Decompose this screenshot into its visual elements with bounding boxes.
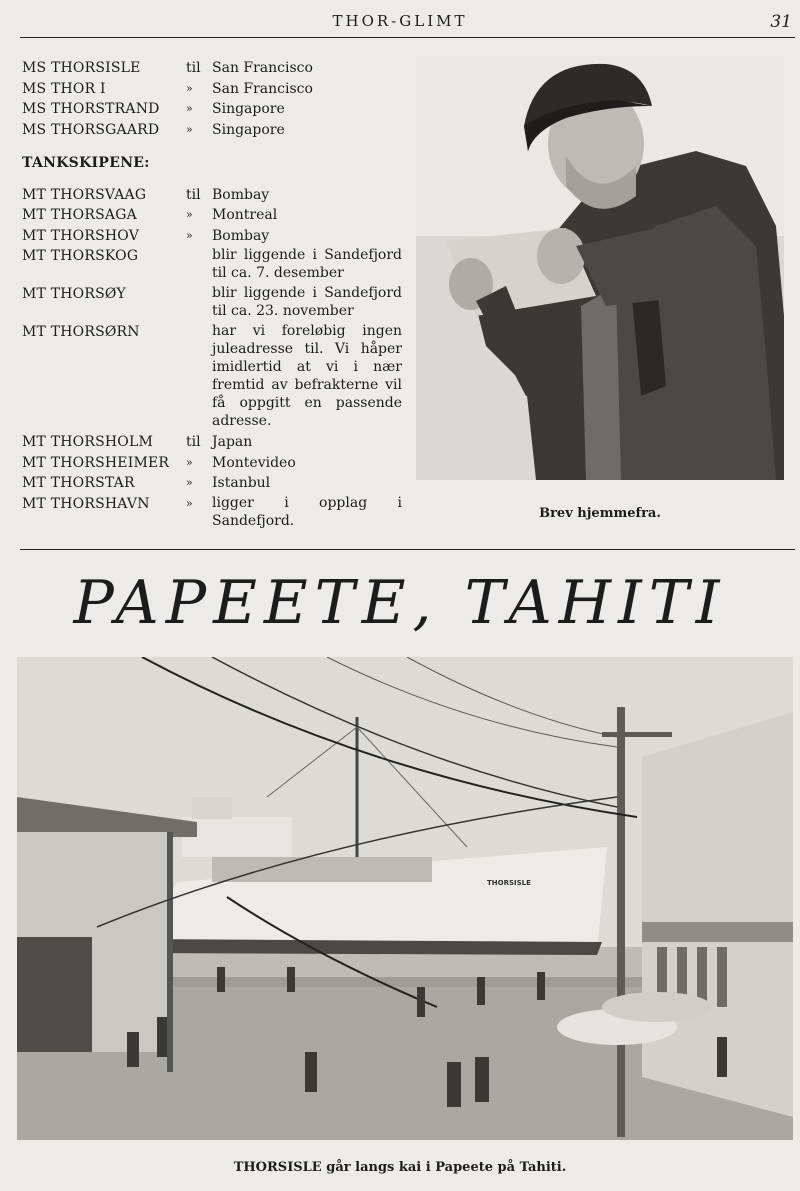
section-rule (20, 549, 795, 550)
list-item (22, 99, 402, 120)
photo-caption (0, 1160, 800, 1175)
sailor-illustration (416, 56, 784, 480)
ship-name: MT THORSHOLM (22, 434, 153, 450)
ship-destination: Istanbul (212, 475, 271, 491)
ship-destination: San Francisco (212, 80, 313, 97)
ship-destination: har vi foreløbig ingen juleadresse til. Vi håper imidlertid at vi i nær fremtid av befrakterne vil få oppgitt en passende adresse. (212, 323, 402, 429)
ship-destination-list (22, 58, 402, 530)
ship-prep: » (186, 81, 193, 95)
ship-name: MT THORSØRN (22, 324, 140, 340)
ship-destination: Bombay (212, 186, 270, 203)
ship-name: MS THOR I (22, 80, 106, 97)
list-item (22, 473, 402, 494)
ship-prep: » (186, 102, 193, 115)
caption-ship-name: THORSISLE (233, 1160, 322, 1175)
running-header: THOR-GLIMT (332, 12, 468, 30)
ship-destination: Bombay (212, 227, 270, 244)
ship-prep: til (186, 60, 201, 76)
ship-prep (184, 246, 212, 282)
harbour-illustration (17, 657, 793, 1140)
ship-prep (184, 284, 212, 320)
ship-prep: til (186, 186, 201, 203)
ship-name: MS THORSGAARD (22, 121, 160, 138)
ship-destination: blir liggende i Sandefjord til ca. 23. november (212, 285, 402, 319)
page-number: 31 (770, 12, 792, 32)
ship-name: MT THORSØY (22, 286, 126, 302)
sailor-letter-photo (416, 56, 784, 480)
list-item (22, 284, 402, 320)
ship-prep: » (186, 228, 193, 242)
list-item (22, 322, 402, 430)
ship-destination: ligger i opplag i Sandefjord. (212, 494, 402, 529)
list-item (22, 453, 402, 474)
ship-name: MT THORSVAAG (22, 186, 147, 203)
list-item (22, 205, 402, 226)
tankers-heading: TANKSKIPENE: (22, 155, 150, 171)
ship-destination: Japan (212, 434, 253, 450)
list-item (22, 58, 402, 79)
ship-prep: » (186, 455, 193, 469)
ship-destination: Montevideo (212, 454, 296, 471)
ship-prep: » (186, 476, 193, 489)
list-item (22, 79, 402, 100)
ship-name: MS THORSTRAND (22, 101, 160, 117)
list-item (22, 432, 402, 453)
photo-caption: Brev hjemmefra. (539, 506, 661, 521)
list-item (22, 246, 402, 282)
ship-hull-label: THORSISLE (487, 879, 531, 887)
ship-prep (184, 322, 212, 430)
ship-name: MT THORSKOG (22, 248, 139, 264)
ship-name: MT THORSTAR (22, 475, 135, 491)
section-title: PAPEETE, TAHITI (73, 568, 727, 638)
ship-name: MS THORSISLE (22, 60, 141, 76)
ship-prep: » (186, 122, 193, 136)
harbour-photo (17, 657, 793, 1140)
ship-name: MT THORSHAVN (22, 495, 150, 512)
ship-name: MT THORSHEIMER (22, 454, 170, 471)
list-item (22, 185, 402, 206)
ship-destination: Montreal (212, 207, 278, 223)
list-item (22, 494, 402, 530)
header-rule (20, 37, 795, 38)
ship-prep: til (186, 434, 201, 450)
ship-destination: Singapore (212, 121, 285, 138)
ship-destination: San Francisco (212, 60, 313, 76)
caption-text: går langs kai i Papeete på Tahiti. (321, 1160, 567, 1175)
ship-prep: » (186, 496, 193, 510)
ship-destination: blir liggende i Sandefjord til ca. 7. desember (212, 247, 402, 281)
list-item (22, 226, 402, 247)
ship-name: MT THORSHOV (22, 227, 140, 244)
ship-name: MT THORSAGA (22, 207, 137, 223)
list-item (22, 120, 402, 141)
ship-destination: Singapore (212, 101, 285, 117)
ship-prep: » (186, 208, 193, 221)
